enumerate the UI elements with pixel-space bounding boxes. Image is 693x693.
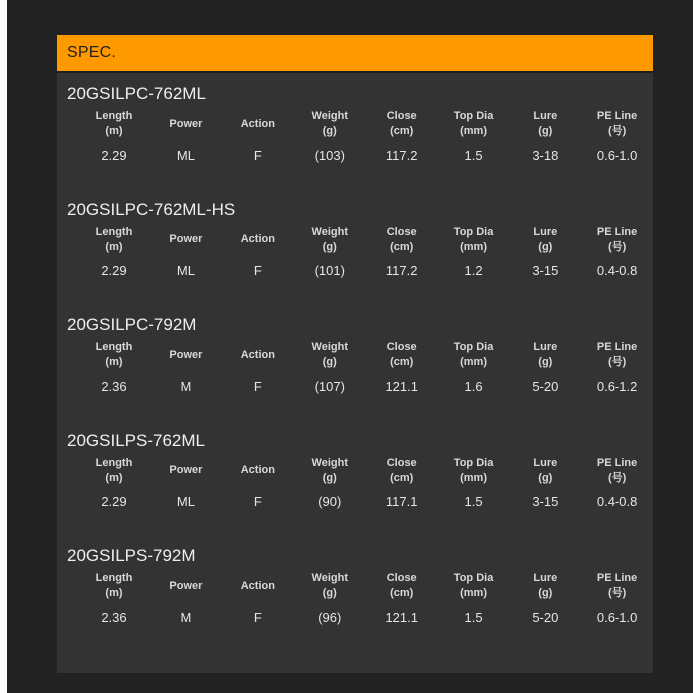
column-unit: (cm) bbox=[390, 356, 414, 368]
value-pe-line: 0.6-1.0 bbox=[596, 609, 638, 625]
column-label: Length bbox=[95, 572, 133, 584]
model-block-3 bbox=[57, 314, 653, 430]
column-header-action bbox=[222, 221, 294, 259]
value-lure: 5-20 bbox=[532, 609, 559, 625]
column-header-power bbox=[150, 567, 222, 605]
value-lure: 3-15 bbox=[532, 494, 559, 509]
column-label: Power bbox=[169, 117, 203, 130]
column-label: Top Dia bbox=[453, 225, 494, 238]
column-label: Length bbox=[95, 341, 133, 353]
spec-header-row bbox=[78, 452, 653, 490]
value-power: ML bbox=[176, 147, 195, 163]
column-unit: (g) bbox=[322, 240, 337, 253]
column-header-lure bbox=[509, 221, 581, 259]
column-label: Weight bbox=[311, 110, 349, 122]
column-unit: (号) bbox=[607, 587, 627, 599]
value-lure: 3-18 bbox=[532, 147, 559, 163]
value-pe-line: 0.4-0.8 bbox=[596, 263, 638, 278]
value-action: F bbox=[253, 147, 262, 163]
column-header-length bbox=[78, 105, 150, 143]
column-unit: (g) bbox=[538, 240, 553, 253]
spec-value-row bbox=[78, 605, 653, 629]
column-label: PE Line bbox=[596, 225, 638, 238]
column-header-action bbox=[222, 452, 294, 490]
spec-table bbox=[78, 221, 653, 283]
column-unit: (m) bbox=[105, 240, 123, 253]
column-header-pe-line bbox=[581, 567, 653, 605]
column-header-power bbox=[150, 221, 222, 259]
spec-header-row bbox=[78, 221, 653, 259]
spec-table bbox=[78, 105, 653, 167]
column-header-lure bbox=[509, 567, 581, 605]
column-unit: (g) bbox=[538, 587, 553, 599]
column-header-lure bbox=[509, 452, 581, 490]
column-header-length bbox=[78, 567, 150, 605]
column-label: PE Line bbox=[596, 572, 638, 584]
column-label: Close bbox=[386, 110, 417, 122]
spec-value-row bbox=[78, 490, 653, 514]
model-block-5 bbox=[57, 545, 653, 661]
value-power: M bbox=[180, 609, 192, 625]
spec-header-row bbox=[78, 105, 653, 143]
column-label: Power bbox=[169, 579, 203, 592]
column-label: Lure bbox=[533, 341, 558, 353]
column-header-lure bbox=[509, 336, 581, 374]
column-label: Lure bbox=[533, 225, 558, 238]
column-label: Action bbox=[240, 464, 275, 476]
column-unit: (g) bbox=[322, 587, 337, 599]
column-unit: (g) bbox=[538, 356, 553, 368]
spec-panel bbox=[57, 35, 653, 673]
column-unit: (g) bbox=[322, 125, 337, 137]
column-label: Length bbox=[95, 110, 133, 122]
column-header-close bbox=[366, 105, 438, 143]
spec-header bbox=[57, 35, 653, 73]
value-top-dia: 1.5 bbox=[464, 147, 483, 163]
value-top-dia: 1.5 bbox=[464, 609, 483, 625]
value-lure: 3-15 bbox=[532, 263, 559, 278]
value-close: 121.1 bbox=[385, 378, 418, 394]
column-header-top-dia bbox=[438, 221, 510, 259]
value-top-dia: 1.5 bbox=[464, 494, 483, 509]
value-length: 2.29 bbox=[101, 263, 127, 278]
column-label: Weight bbox=[311, 341, 349, 353]
value-close: 121.1 bbox=[385, 609, 418, 625]
column-header-close bbox=[366, 452, 438, 490]
model-block-4 bbox=[57, 430, 653, 546]
column-header-power bbox=[150, 105, 222, 143]
column-header-close bbox=[366, 567, 438, 605]
column-label: Weight bbox=[311, 456, 349, 469]
value-weight: (90) bbox=[318, 494, 342, 509]
model-list bbox=[57, 73, 653, 661]
column-label: Action bbox=[240, 579, 275, 592]
spec-table bbox=[78, 336, 653, 398]
spec-title: SPEC. bbox=[67, 44, 117, 61]
spec-table bbox=[78, 567, 653, 629]
column-header-weight bbox=[294, 336, 366, 374]
column-label: Lure bbox=[533, 572, 558, 584]
column-header-close bbox=[366, 336, 438, 374]
column-unit: (m) bbox=[105, 587, 123, 599]
value-weight: (96) bbox=[318, 609, 342, 625]
spec-value-row bbox=[78, 374, 653, 398]
column-label: Action bbox=[240, 233, 275, 245]
value-pe-line: 0.4-0.8 bbox=[596, 494, 638, 509]
column-header-action bbox=[222, 105, 294, 143]
spec-table bbox=[78, 452, 653, 514]
column-header-power bbox=[150, 452, 222, 490]
column-label: Lure bbox=[533, 456, 558, 469]
column-label: Top Dia bbox=[453, 572, 494, 584]
page-frame bbox=[7, 0, 693, 693]
column-header-pe-line bbox=[581, 336, 653, 374]
value-weight: (103) bbox=[314, 147, 345, 163]
column-header-action bbox=[222, 336, 294, 374]
column-header-weight bbox=[294, 567, 366, 605]
value-weight: (107) bbox=[314, 378, 345, 394]
column-header-action bbox=[222, 567, 294, 605]
column-header-top-dia bbox=[438, 452, 510, 490]
column-label: Length bbox=[95, 456, 133, 469]
value-close: 117.1 bbox=[385, 494, 418, 509]
column-header-close bbox=[366, 221, 438, 259]
column-header-power bbox=[150, 336, 222, 374]
column-label: Lure bbox=[533, 110, 558, 122]
value-lure: 5-20 bbox=[532, 378, 559, 394]
column-header-weight bbox=[294, 105, 366, 143]
model-name: 20GSILPC-762ML bbox=[67, 84, 206, 103]
column-header-length bbox=[78, 452, 150, 490]
column-unit: (m) bbox=[105, 471, 123, 484]
value-pe-line: 0.6-1.2 bbox=[596, 378, 638, 394]
value-top-dia: 1.2 bbox=[464, 263, 483, 278]
column-header-top-dia bbox=[438, 567, 510, 605]
column-unit: (号) bbox=[607, 356, 627, 368]
column-unit: (号) bbox=[607, 125, 627, 137]
model-name: 20GSILPC-792M bbox=[67, 315, 197, 334]
column-label: Action bbox=[240, 348, 275, 361]
column-label: Weight bbox=[311, 225, 349, 238]
column-unit: (g) bbox=[538, 125, 553, 137]
value-power: M bbox=[180, 378, 192, 394]
column-header-lure bbox=[509, 105, 581, 143]
column-unit: (mm) bbox=[460, 356, 487, 368]
column-unit: (cm) bbox=[390, 587, 414, 599]
column-label: PE Line bbox=[596, 110, 638, 122]
value-action: F bbox=[253, 494, 262, 509]
value-action: F bbox=[253, 263, 262, 278]
value-power: ML bbox=[176, 494, 195, 509]
column-label: Power bbox=[169, 348, 203, 361]
column-header-length bbox=[78, 221, 150, 259]
value-action: F bbox=[253, 609, 262, 625]
column-unit: (mm) bbox=[460, 471, 487, 484]
model-name: 20GSILPS-762ML bbox=[67, 430, 205, 450]
model-name: 20GSILPC-762ML-HS bbox=[67, 199, 236, 219]
value-length: 2.36 bbox=[101, 378, 127, 394]
column-header-length bbox=[78, 336, 150, 374]
column-label: PE Line bbox=[596, 341, 638, 353]
column-unit: (号) bbox=[607, 240, 627, 253]
model-block-2 bbox=[57, 199, 653, 315]
value-length: 2.29 bbox=[101, 494, 127, 509]
column-label: Close bbox=[386, 341, 417, 353]
spec-header-row bbox=[78, 567, 653, 605]
value-close: 117.2 bbox=[385, 147, 418, 163]
column-unit: (m) bbox=[105, 125, 123, 137]
column-label: Top Dia bbox=[453, 110, 494, 122]
value-length: 2.36 bbox=[101, 609, 127, 625]
column-label: Close bbox=[386, 572, 417, 584]
column-label: Close bbox=[386, 225, 417, 238]
column-unit: (m) bbox=[105, 356, 123, 368]
value-length: 2.29 bbox=[101, 147, 127, 163]
value-top-dia: 1.6 bbox=[464, 378, 483, 394]
column-header-top-dia bbox=[438, 105, 510, 143]
column-label: Power bbox=[169, 233, 203, 245]
column-unit: (mm) bbox=[460, 587, 487, 599]
column-unit: (cm) bbox=[390, 125, 414, 137]
column-header-pe-line bbox=[581, 221, 653, 259]
column-label: Top Dia bbox=[453, 341, 494, 353]
value-action: F bbox=[253, 378, 262, 394]
column-unit: (g) bbox=[322, 356, 337, 368]
model-block-1 bbox=[57, 83, 653, 199]
spec-header-row bbox=[78, 336, 653, 374]
column-label: Length bbox=[95, 225, 133, 238]
spec-value-row bbox=[78, 259, 653, 283]
column-header-weight bbox=[294, 221, 366, 259]
column-header-pe-line bbox=[581, 452, 653, 490]
value-power: ML bbox=[176, 263, 195, 278]
value-weight: (101) bbox=[314, 263, 345, 278]
column-label: Top Dia bbox=[453, 456, 494, 469]
column-unit: (cm) bbox=[390, 240, 414, 253]
column-label: Action bbox=[240, 117, 275, 130]
column-unit: (g) bbox=[322, 471, 337, 484]
column-header-weight bbox=[294, 452, 366, 490]
spec-value-row bbox=[78, 143, 653, 167]
column-header-top-dia bbox=[438, 336, 510, 374]
column-label: Close bbox=[386, 456, 417, 469]
value-close: 117.2 bbox=[385, 263, 418, 278]
column-unit: (mm) bbox=[460, 240, 487, 253]
value-pe-line: 0.6-1.0 bbox=[596, 147, 638, 163]
column-unit: (cm) bbox=[390, 471, 414, 484]
column-unit: (g) bbox=[538, 471, 553, 484]
column-label: PE Line bbox=[596, 456, 638, 469]
column-label: Weight bbox=[311, 572, 349, 584]
model-name: 20GSILPS-792M bbox=[67, 546, 196, 565]
column-label: Power bbox=[169, 464, 203, 476]
column-header-pe-line bbox=[581, 105, 653, 143]
column-unit: (号) bbox=[607, 471, 627, 484]
column-unit: (mm) bbox=[460, 125, 487, 137]
